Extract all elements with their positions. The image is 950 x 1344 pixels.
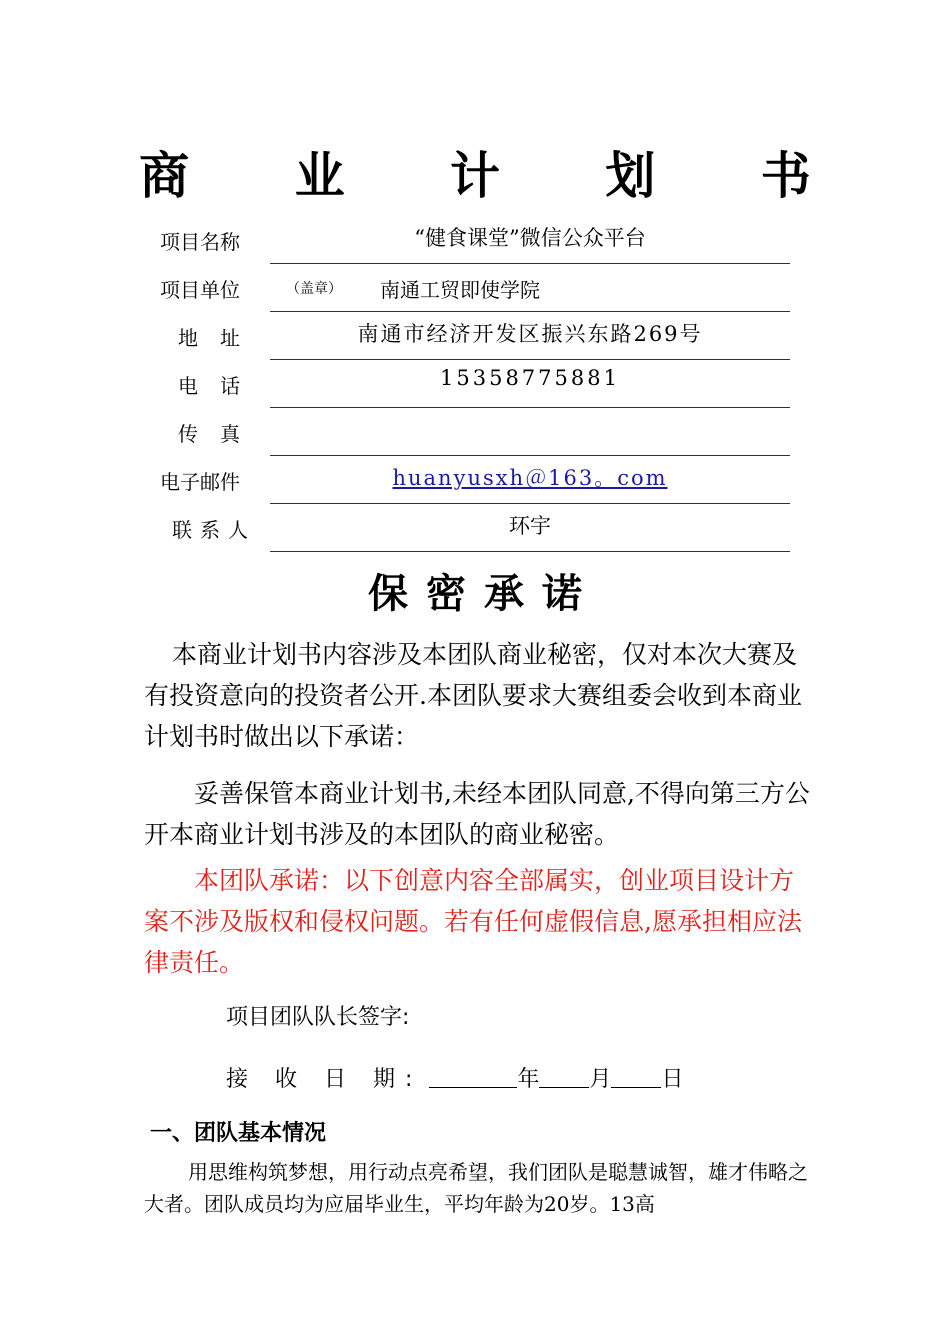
confidentiality-title: 保密承诺 bbox=[368, 570, 600, 617]
field-row-contact bbox=[160, 504, 790, 552]
section-heading: 一、团队基本情况 bbox=[150, 1121, 327, 1146]
day-blank bbox=[611, 1067, 661, 1088]
field-row-email bbox=[160, 456, 790, 504]
year-blank bbox=[429, 1067, 517, 1088]
confidentiality-paragraph-2: 妥善保管本商业计划书,未经本团队同意,不得向第三方公开本商业计划书涉及的本团队的商业秘密。 bbox=[144, 779, 810, 849]
field-label: 地址 bbox=[178, 326, 262, 350]
field-row-phone bbox=[160, 360, 790, 408]
month-label: 月 bbox=[589, 1067, 612, 1092]
document-title: 商 业 计 划 书 bbox=[139, 146, 855, 205]
field-row-project-unit bbox=[160, 264, 790, 312]
field-row-project-name bbox=[160, 216, 790, 264]
field-label: 联系人 bbox=[172, 518, 256, 542]
month-blank bbox=[539, 1067, 589, 1088]
field-label: 电话 bbox=[178, 374, 262, 398]
project-info-table bbox=[160, 216, 790, 552]
receive-date-line bbox=[226, 1062, 683, 1093]
day-label: 日 bbox=[661, 1067, 684, 1092]
field-underline bbox=[270, 551, 790, 552]
captain-signature-label: 项目团队队长签字: bbox=[226, 1005, 410, 1030]
field-label: 传真 bbox=[178, 422, 262, 446]
email-value bbox=[270, 462, 790, 492]
email-link[interactable]: huanyusxh＠163。com bbox=[392, 466, 668, 490]
field-value: 环宇 bbox=[509, 514, 551, 538]
field-row-address bbox=[160, 312, 790, 360]
receive-date-label: 接 收 日 期: bbox=[226, 1067, 423, 1092]
year-label: 年 bbox=[517, 1067, 540, 1092]
field-label: 项目单位 bbox=[160, 278, 240, 302]
team-commitment-paragraph: 本团队承诺：以下创意内容全部属实，创业项目设计方案不涉及版权和侵权问题。若有任何虚假信息,愿承担相应法律责任。 bbox=[144, 866, 802, 977]
confidentiality-paragraph-1: 本商业计划书内容涉及本团队商业秘密，仅对本次大赛及有投资意向的投资者公开.本团队要求大赛组委会收到本商业计划书时做出以下承诺： bbox=[144, 640, 802, 751]
field-value: 南通市经济开发区振兴东路269号 bbox=[357, 322, 703, 346]
field-label: 项目名称 bbox=[160, 230, 240, 254]
stamp-note: （盖章） bbox=[286, 281, 342, 297]
field-row-fax bbox=[160, 408, 790, 456]
field-value: 15358775881 bbox=[440, 366, 620, 390]
field-value: “健食课堂”微信公众平台 bbox=[414, 226, 646, 250]
field-value: 南通工贸即使学院 bbox=[380, 278, 540, 302]
field-label: 电子邮件 bbox=[160, 470, 240, 494]
section-body-text: 用思维构筑梦想，用行动点亮希望，我们团队是聪慧诚智，雄才伟略之大者。团队成员均为应届毕业生，平均年龄为20岁。13高 bbox=[144, 1160, 808, 1216]
